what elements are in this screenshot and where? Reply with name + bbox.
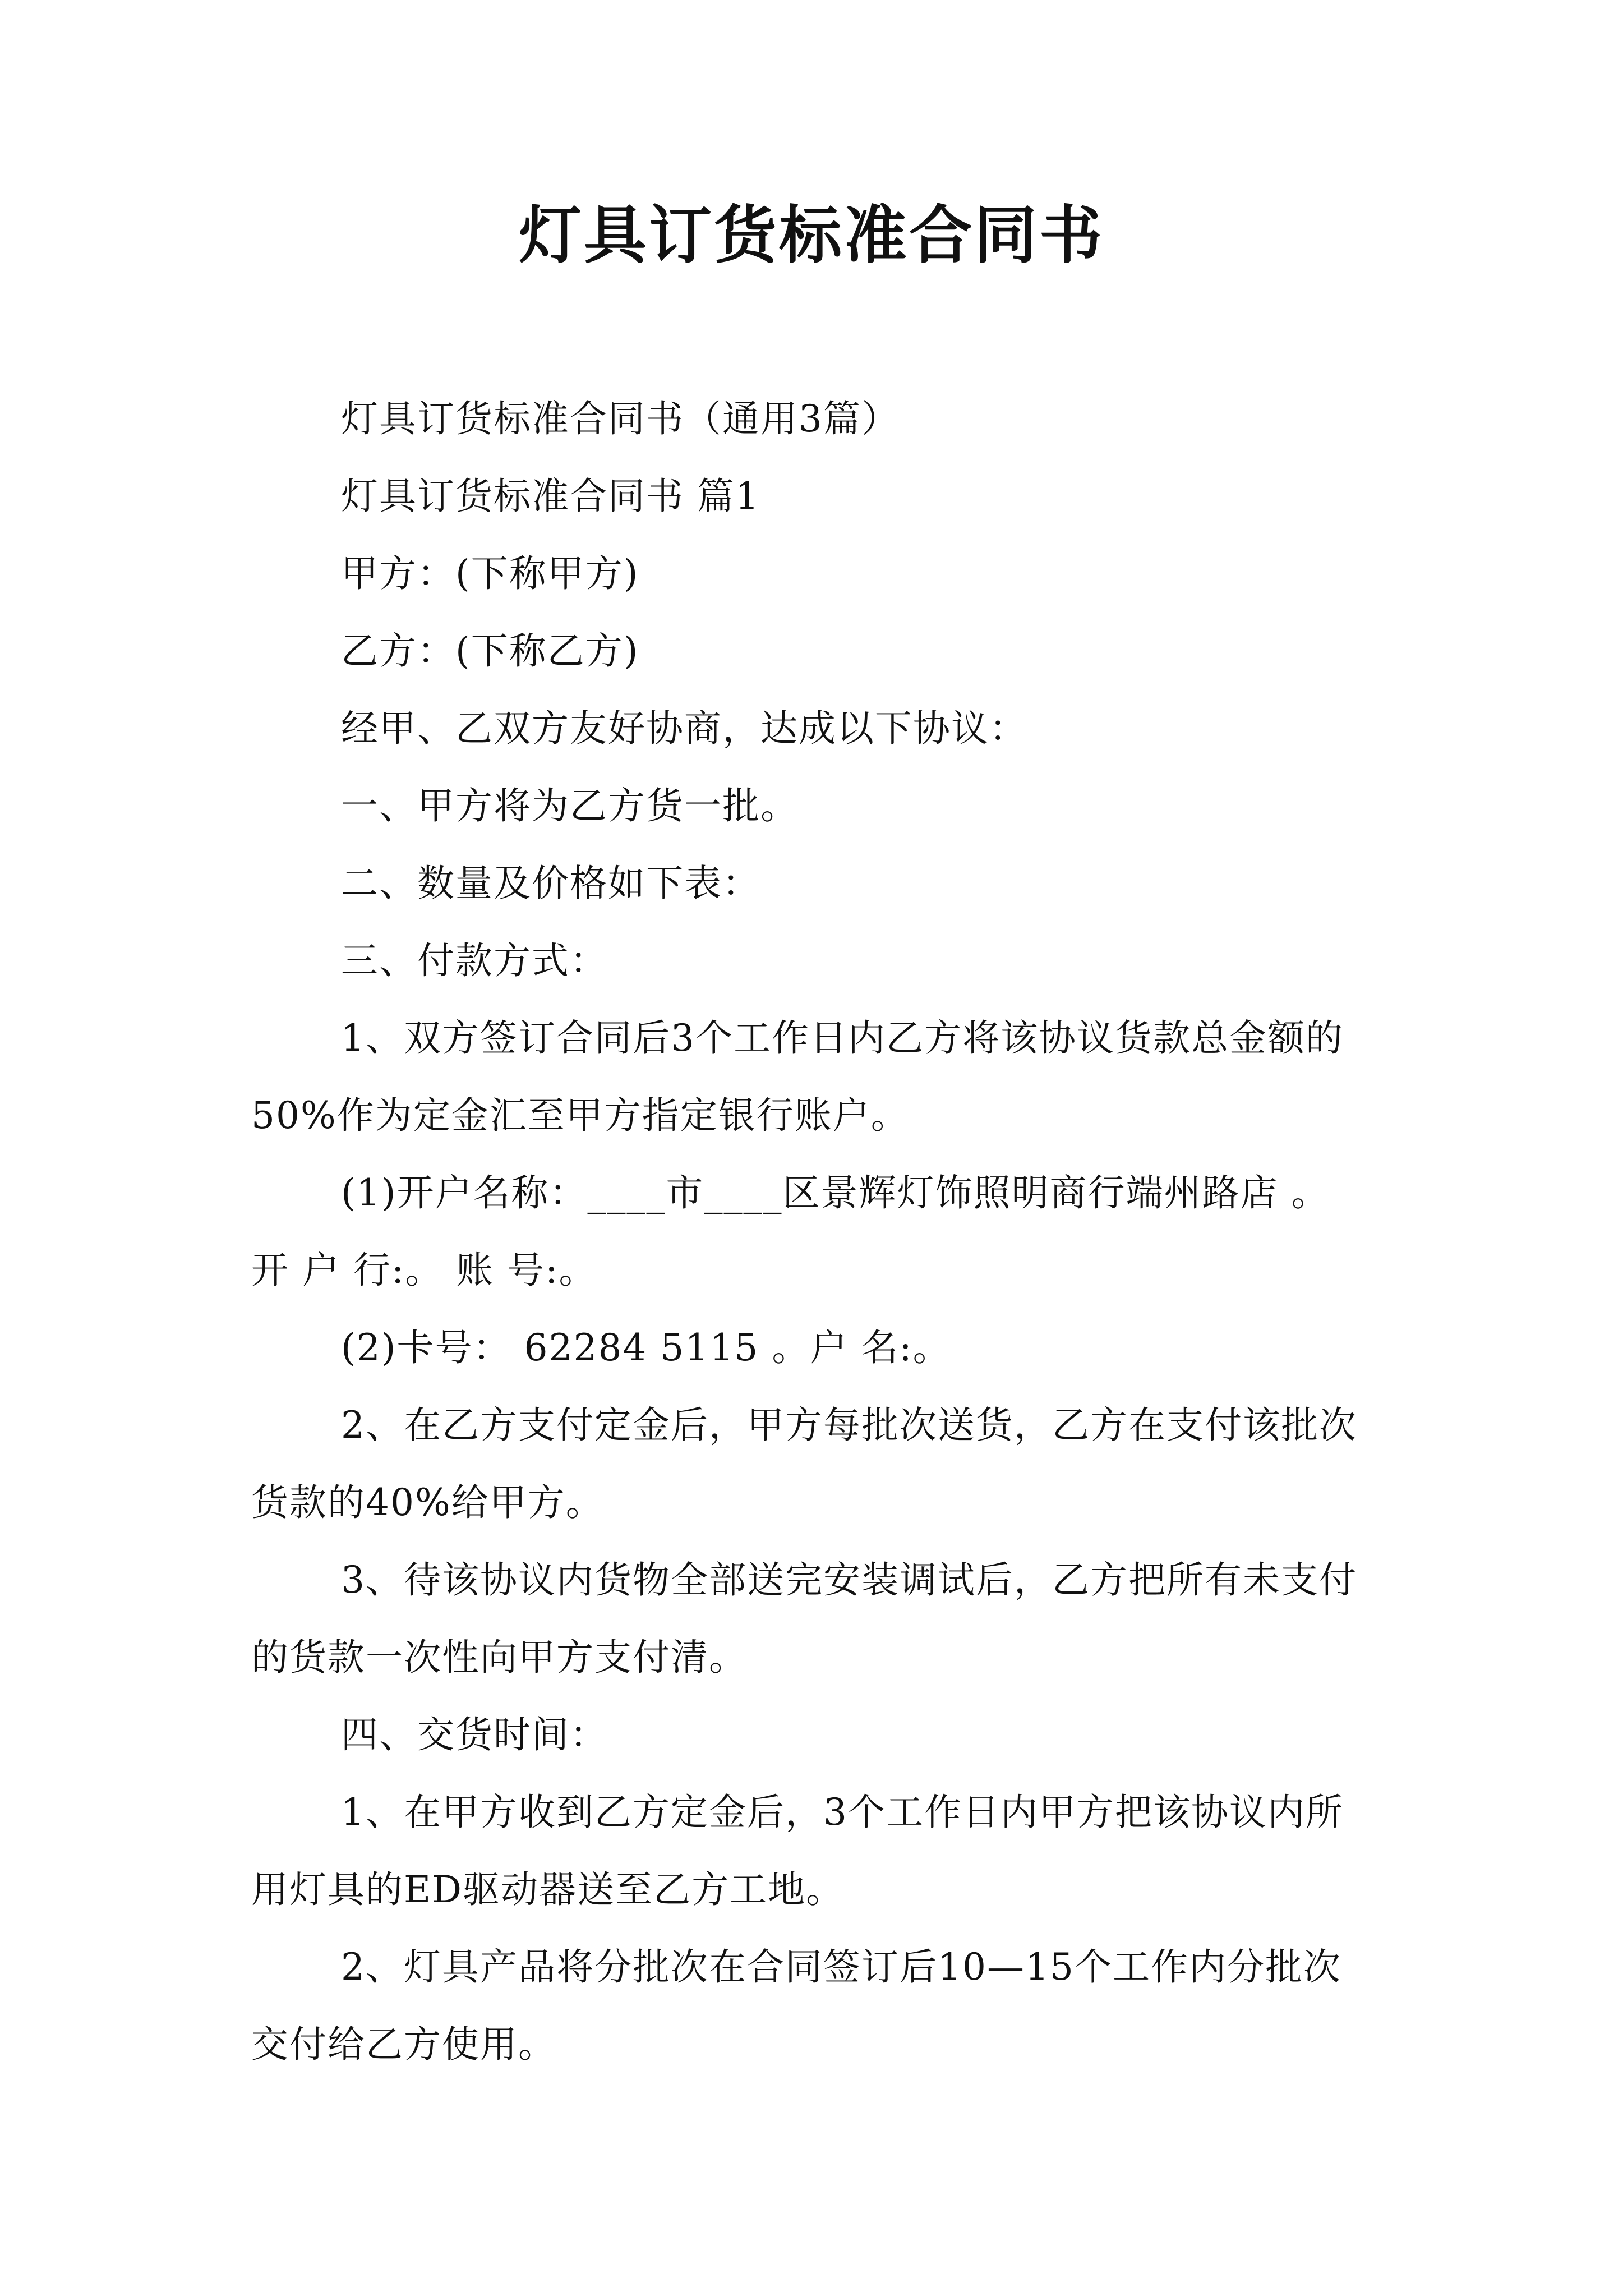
paragraph-delivery-1: 1、在甲方收到乙方定金后，3个工作日内甲方把该协议内所用灯具的ED驱动器送至乙方工地。 bbox=[251, 1791, 1344, 1911]
paragraph-clause-1: 一、甲方将为乙方货一批。 bbox=[341, 784, 799, 827]
paragraph-clause-2: 二、数量及价格如下表： bbox=[341, 862, 760, 905]
paragraph-chapter-heading: 灯具订货标准合同书 篇1 bbox=[341, 475, 760, 518]
paragraph-clause-3-heading: 三、付款方式： bbox=[341, 939, 608, 982]
document-body bbox=[251, 380, 1378, 2083]
paragraph-card-number: (2)卡号： 62284 5115 。户 名:。 bbox=[341, 1326, 951, 1369]
paragraph-clause-4-heading: 四、交货时间： bbox=[341, 1713, 608, 1756]
document-title: 灯具订货标准合同书 bbox=[519, 199, 1104, 272]
paragraph-party-b: 乙方：(下称乙方) bbox=[341, 629, 639, 673]
paragraph-account-name: (1)开户名称：____市____区景辉灯饰照明商行端州路店 。 开 户 行:。 账 号:。 bbox=[251, 1171, 1343, 1292]
paragraph-payment-2: 2、在乙方支付定金后，甲方每批次送货，乙方在支付该批次货款的40%给甲方。 bbox=[251, 1404, 1357, 1524]
paragraph-payment-3: 3、待该协议内货物全部送完安装调试后，乙方把所有未支付的货款一次性向甲方支付清。 bbox=[251, 1558, 1357, 1679]
paragraph-delivery-2: 2、灯具产品将分批次在合同签订后10—15个工作内分批次交付给乙方使用。 bbox=[251, 1945, 1341, 2066]
paragraph-agreement-intro: 经甲、乙双方友好协商，达成以下协议： bbox=[341, 707, 1027, 750]
paragraph-party-a: 甲方：(下称甲方) bbox=[341, 552, 639, 595]
paragraph-subtitle: 灯具订货标准合同书（通用3篇） bbox=[341, 397, 900, 440]
paragraph-payment-1: 1、双方签订合同后3个工作日内乙方将该协议货款总金额的50%作为定金汇至甲方指定银行账户。 bbox=[251, 1016, 1344, 1137]
